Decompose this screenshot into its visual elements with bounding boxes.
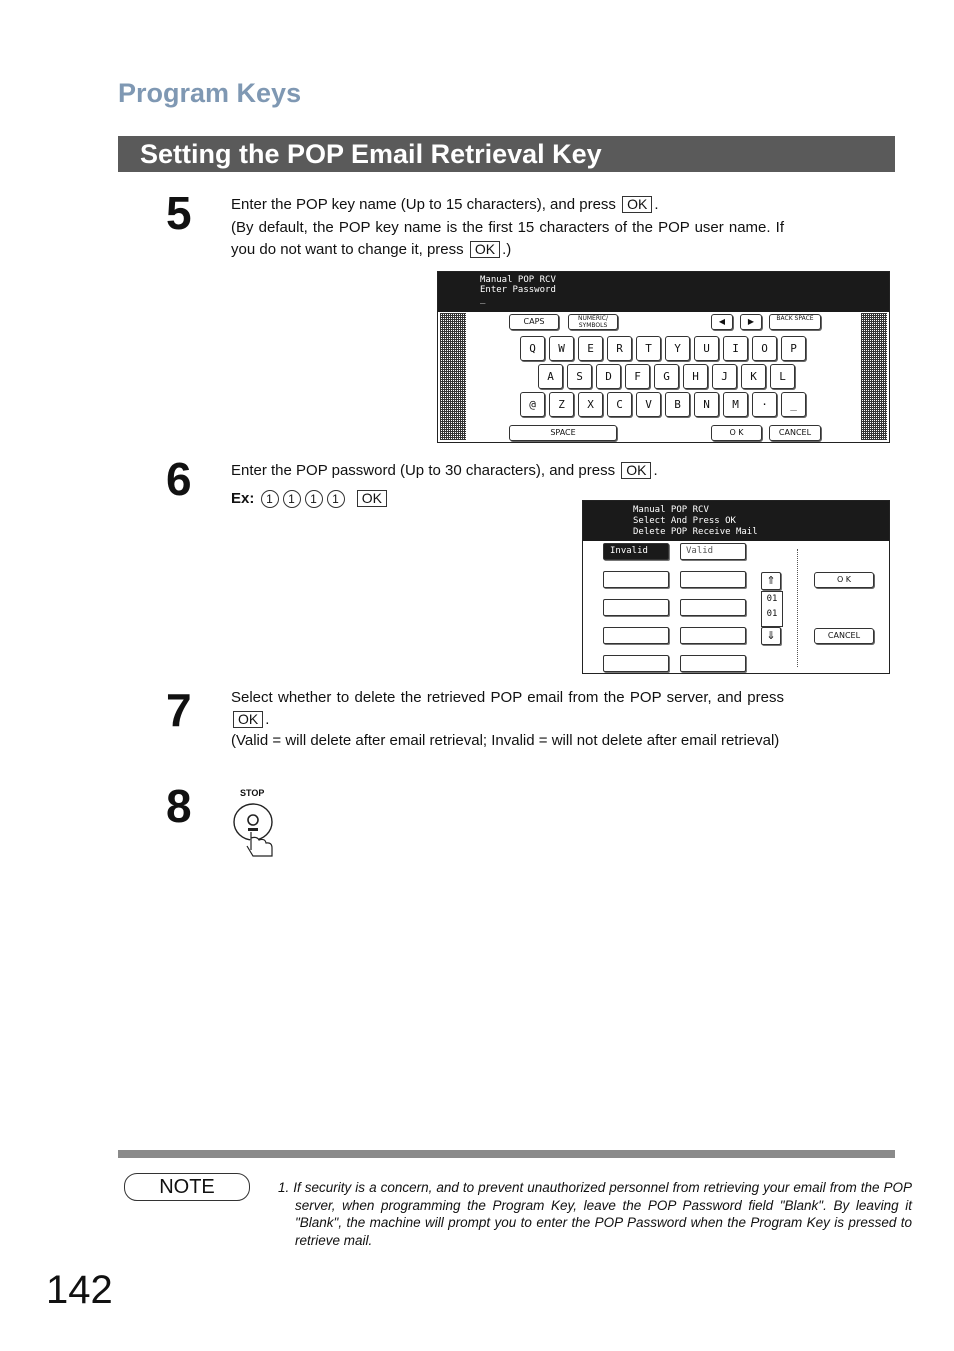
example-label: Ex: — [231, 490, 255, 507]
numeric-symbols-button[interactable]: NUMERIC/ SYMBOLS — [568, 314, 618, 330]
screen-line3: Delete POP Receive Mail — [633, 527, 758, 537]
empty-field — [603, 571, 669, 588]
digit-key: 1 — [261, 490, 279, 508]
digit-key: 1 — [305, 490, 323, 508]
divider — [797, 549, 798, 667]
empty-field — [603, 599, 669, 616]
ok-key: OK — [357, 490, 387, 507]
key[interactable]: I — [723, 336, 748, 361]
ok-button[interactable]: O K — [711, 425, 762, 441]
key[interactable]: F — [625, 364, 650, 389]
text-cursor: _ — [480, 295, 486, 305]
ok-key: OK — [470, 241, 500, 258]
screen-header — [583, 501, 889, 541]
key[interactable]: V — [636, 392, 661, 417]
key[interactable]: A — [538, 364, 563, 389]
valid-option[interactable]: Valid — [680, 543, 746, 560]
page-total: 01 — [766, 609, 778, 619]
cursor-right-button[interactable]: ▶ — [740, 314, 762, 330]
scroll-down-arrow-icon[interactable]: ⇓ — [761, 627, 781, 645]
right-hatch — [861, 313, 887, 440]
backspace-button[interactable]: BACK SPACE — [769, 314, 821, 330]
key[interactable]: N — [694, 392, 719, 417]
step-7-line1: Select whether to delete the retrieved POP email from the POP server, and press — [231, 689, 784, 706]
key[interactable]: X — [578, 392, 603, 417]
step-5-line1: Enter the POP key name (Up to 15 characters), and press — [231, 196, 616, 213]
key[interactable]: H — [683, 364, 708, 389]
key[interactable]: P — [781, 336, 806, 361]
step-7-text: Select whether to delete the retrieved POP email from the POP server, and press OK . (Valid = will delete after email retrieval; Invalid = will not delete after email retrieval) — [231, 689, 784, 749]
empty-field — [603, 655, 669, 672]
step-5-line2: (By default, the POP key name is the first 15 characters of the POP user name. If you do not want to change it, press — [231, 218, 784, 258]
step-6-number: 6 — [166, 453, 192, 505]
digit-key: 1 — [327, 490, 345, 508]
stop-icon — [229, 788, 279, 860]
page-title: Setting the POP Email Retrieval Key — [140, 139, 602, 169]
empty-field — [603, 627, 669, 644]
cursor-left-button[interactable]: ◀ — [711, 314, 733, 330]
note-separator — [118, 1150, 895, 1158]
step-7-line2: (Valid = will delete after email retrieval; Invalid = will not delete after email retrieval) — [231, 732, 780, 749]
key[interactable]: R — [607, 336, 632, 361]
key[interactable]: U — [694, 336, 719, 361]
screen-line1: Manual POP RCV — [633, 505, 709, 515]
cancel-button[interactable]: CANCEL — [769, 425, 821, 441]
digit-key: 1 — [283, 490, 301, 508]
cancel-button[interactable]: CANCEL — [814, 628, 874, 644]
ok-key: OK — [621, 462, 651, 479]
space-button[interactable]: SPACE — [509, 425, 617, 441]
key[interactable]: B — [665, 392, 690, 417]
key[interactable]: J — [712, 364, 737, 389]
key[interactable]: · — [752, 392, 777, 417]
note-label: NOTE — [124, 1173, 250, 1201]
page-indicator — [761, 591, 783, 627]
key[interactable]: G — [654, 364, 679, 389]
step-5-number: 5 — [166, 187, 192, 239]
key[interactable]: @ — [520, 392, 545, 417]
empty-field — [680, 599, 746, 616]
ok-key: OK — [233, 711, 263, 728]
screen-header — [438, 272, 889, 312]
invalid-option[interactable]: Invalid — [603, 543, 669, 560]
stop-label: STOP — [240, 788, 265, 798]
ok-key: OK — [622, 196, 652, 213]
key[interactable]: Z — [549, 392, 574, 417]
delete-mail-screen — [582, 500, 890, 674]
ok-button[interactable]: O K — [814, 572, 874, 588]
key[interactable]: T — [636, 336, 661, 361]
key[interactable]: K — [741, 364, 766, 389]
key[interactable]: S — [567, 364, 592, 389]
key[interactable]: E — [578, 336, 603, 361]
step-8-number: 8 — [166, 780, 192, 832]
key[interactable]: W — [549, 336, 574, 361]
screen-line2: Enter Password — [480, 285, 556, 295]
key[interactable]: O — [752, 336, 777, 361]
empty-field — [680, 655, 746, 672]
step-6-text: Enter the POP password (Up to 30 characters), and press OK . — [231, 462, 658, 479]
step-5-line2-end: .) — [502, 241, 512, 258]
key[interactable]: Q — [520, 336, 545, 361]
key[interactable]: M — [723, 392, 748, 417]
note-text: 1. If security is a concern, and to prevent unauthorized personnel from retrieving your email from the POP server, when programming the Program Key, leave the POP Password field "Blank". By leaving it "Blank", the machine will prompt you to enter the POP Password when the Program Key is pressed to retrieve mail. — [278, 1180, 912, 1248]
empty-field — [680, 571, 746, 588]
left-hatch — [440, 313, 466, 440]
key[interactable]: L — [770, 364, 795, 389]
password-entry-screen — [437, 271, 890, 443]
key[interactable]: C — [607, 392, 632, 417]
page-current: 01 — [766, 594, 778, 604]
key[interactable]: D — [596, 364, 621, 389]
empty-field — [680, 627, 746, 644]
page-number: 142 — [46, 1268, 113, 1312]
scroll-up-arrow-icon[interactable]: ⇑ — [761, 572, 781, 590]
key[interactable]: _ — [781, 392, 806, 417]
caps-button[interactable]: CAPS — [509, 314, 559, 330]
screen-line1: Manual POP RCV — [480, 275, 556, 285]
section-title: Program Keys — [118, 78, 302, 108]
step-7-number: 7 — [166, 684, 192, 736]
screen-line2: Select And Press OK — [633, 516, 736, 526]
key[interactable]: Y — [665, 336, 690, 361]
step-5-text: Enter the POP key name (Up to 15 characters), and press OK . (By default, the POP key name is the first 15 characters of the POP user name. If you do not want to change it, press OK .) — [231, 196, 784, 258]
step-6-line1: Enter the POP password (Up to 30 characters), and press — [231, 462, 616, 479]
stop-button-illustration — [229, 788, 279, 860]
step-6-example — [231, 490, 389, 508]
